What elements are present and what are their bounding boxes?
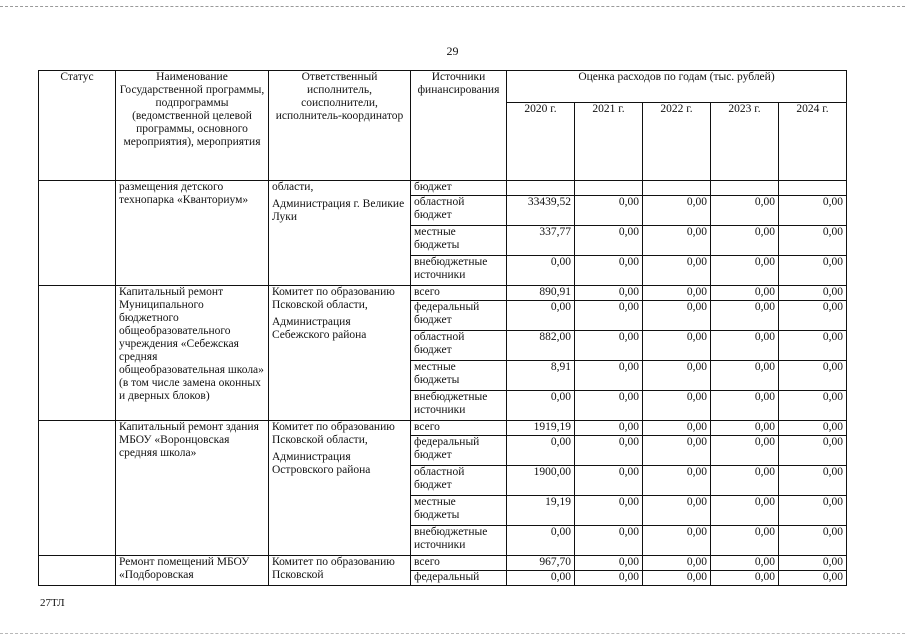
- amount-cell: [643, 181, 711, 196]
- header-year: 2021 г.: [575, 103, 643, 181]
- funding-source: местные бюджеты: [411, 496, 507, 526]
- amount-cell: 33439,52: [507, 196, 575, 226]
- amount-cell: 0,00: [711, 301, 779, 331]
- amount-cell: 0,00: [643, 196, 711, 226]
- header-year: 2020 г.: [507, 103, 575, 181]
- amount-cell: 0,00: [711, 391, 779, 421]
- amount-cell: 19,19: [507, 496, 575, 526]
- amount-cell: 0,00: [575, 226, 643, 256]
- header-expense-estimate: Оценка расходов по годам (тыс. рублей): [507, 71, 847, 103]
- amount-cell: [507, 181, 575, 196]
- status-cell: [39, 556, 116, 586]
- amount-cell: 0,00: [779, 571, 847, 586]
- amount-cell: 0,00: [779, 226, 847, 256]
- amount-cell: 0,00: [643, 526, 711, 556]
- amount-cell: 0,00: [507, 571, 575, 586]
- funding-source: областной бюджет: [411, 331, 507, 361]
- amount-cell: 0,00: [779, 436, 847, 466]
- amount-cell: 0,00: [779, 421, 847, 436]
- amount-cell: 0,00: [575, 496, 643, 526]
- responsible-executor: [269, 421, 411, 556]
- amount-cell: 0,00: [779, 391, 847, 421]
- amount-cell: 0,00: [575, 361, 643, 391]
- status-cell: [39, 421, 116, 556]
- funding-source: бюджет: [411, 181, 507, 196]
- amount-cell: 0,00: [711, 526, 779, 556]
- measure-name: размещения детского технопарка «Кванториум»: [116, 181, 269, 286]
- funding-source: всего: [411, 556, 507, 571]
- amount-cell: 0,00: [575, 421, 643, 436]
- responsible-executor: [269, 181, 411, 286]
- amount-cell: 0,00: [779, 331, 847, 361]
- amount-cell: 0,00: [643, 466, 711, 496]
- funding-source: федеральный: [411, 571, 507, 586]
- amount-cell: [711, 181, 779, 196]
- amount-cell: 0,00: [779, 256, 847, 286]
- amount-cell: 0,00: [643, 361, 711, 391]
- amount-cell: 0,00: [779, 466, 847, 496]
- amount-cell: 0,00: [643, 286, 711, 301]
- amount-cell: 0,00: [711, 256, 779, 286]
- header-funding-sources: Источники финансирования: [411, 71, 507, 181]
- amount-cell: 0,00: [507, 436, 575, 466]
- amount-cell: 0,00: [643, 571, 711, 586]
- amount-cell: 890,91: [507, 286, 575, 301]
- scan-edge-bottom: [0, 633, 905, 634]
- amount-cell: 8,91: [507, 361, 575, 391]
- amount-cell: 0,00: [507, 391, 575, 421]
- funding-source: федеральный бюджет: [411, 301, 507, 331]
- table-row: [39, 556, 847, 571]
- amount-cell: 1900,00: [507, 466, 575, 496]
- amount-cell: 0,00: [779, 286, 847, 301]
- funding-source: внебюджетные источники: [411, 256, 507, 286]
- measure-name: Ремонт помещений МБОУ «Подборовская: [116, 556, 269, 586]
- responsible-line: Администрация Островского района: [272, 451, 371, 476]
- amount-cell: 0,00: [643, 496, 711, 526]
- responsible-line: Комитет по образованию Псковской области,: [272, 286, 395, 311]
- funding-source: внебюджетные источники: [411, 391, 507, 421]
- funding-source: местные бюджеты: [411, 226, 507, 256]
- amount-cell: 0,00: [575, 466, 643, 496]
- responsible-executor: [269, 556, 411, 586]
- amount-cell: 0,00: [575, 286, 643, 301]
- amount-cell: 882,00: [507, 331, 575, 361]
- amount-cell: 0,00: [575, 331, 643, 361]
- funding-source: федеральный бюджет: [411, 436, 507, 466]
- funding-source: областной бюджет: [411, 196, 507, 226]
- amount-cell: 967,70: [507, 556, 575, 571]
- amount-cell: 0,00: [711, 226, 779, 256]
- funding-source: местные бюджеты: [411, 361, 507, 391]
- amount-cell: 0,00: [643, 331, 711, 361]
- amount-cell: 0,00: [711, 196, 779, 226]
- header-responsible: Ответственный исполнитель, соисполнители, исполнитель-координатор: [269, 71, 411, 181]
- responsible-line: Администрация г. Великие Луки: [272, 198, 405, 223]
- amount-cell: 0,00: [643, 436, 711, 466]
- amount-cell: 0,00: [779, 526, 847, 556]
- funding-source: всего: [411, 286, 507, 301]
- amount-cell: 0,00: [507, 256, 575, 286]
- amount-cell: 0,00: [779, 496, 847, 526]
- amount-cell: 0,00: [711, 421, 779, 436]
- amount-cell: 0,00: [643, 391, 711, 421]
- amount-cell: 0,00: [779, 556, 847, 571]
- header-year: 2022 г.: [643, 103, 711, 181]
- amount-cell: 0,00: [575, 256, 643, 286]
- amount-cell: 0,00: [711, 286, 779, 301]
- amount-cell: 0,00: [575, 436, 643, 466]
- amount-cell: 0,00: [575, 391, 643, 421]
- status-cell: [39, 286, 116, 421]
- measure-name: Капитальный ремонт здания МБОУ «Воронцовская средняя школа»: [116, 421, 269, 556]
- amount-cell: 0,00: [575, 556, 643, 571]
- amount-cell: 0,00: [779, 301, 847, 331]
- header-year: 2024 г.: [779, 103, 847, 181]
- amount-cell: 0,00: [711, 466, 779, 496]
- table-row: [39, 181, 847, 196]
- amount-cell: 0,00: [711, 571, 779, 586]
- amount-cell: [575, 181, 643, 196]
- amount-cell: 0,00: [575, 526, 643, 556]
- amount-cell: 0,00: [575, 301, 643, 331]
- amount-cell: 0,00: [711, 331, 779, 361]
- amount-cell: 0,00: [643, 256, 711, 286]
- header-row: [39, 71, 847, 103]
- table-row: [39, 286, 847, 301]
- scan-edge-top: [0, 6, 905, 7]
- amount-cell: 337,77: [507, 226, 575, 256]
- responsible-line: Комитет по образованию Псковской: [272, 556, 395, 581]
- amount-cell: 0,00: [507, 526, 575, 556]
- amount-cell: 0,00: [711, 556, 779, 571]
- funding-source: внебюджетные источники: [411, 526, 507, 556]
- amount-cell: 0,00: [507, 301, 575, 331]
- amount-cell: 0,00: [779, 196, 847, 226]
- amount-cell: 0,00: [711, 436, 779, 466]
- page-number: 29: [446, 44, 459, 58]
- funding-source: всего: [411, 421, 507, 436]
- amount-cell: 0,00: [711, 361, 779, 391]
- amount-cell: 0,00: [711, 496, 779, 526]
- measure-name: Капитальный ремонт Муниципального бюджетного общеобразовательного учреждения «Себежская средняя общеобразовательная школа» (в том числе замена оконных и дверных блоков): [116, 286, 269, 421]
- status-cell: [39, 181, 116, 286]
- header-program-name: Наименование Государственной программы, подпрограммы (ведомственной целевой программы, основного мероприятия), мероприятия: [116, 71, 269, 181]
- amount-cell: 0,00: [575, 571, 643, 586]
- amount-cell: 0,00: [643, 301, 711, 331]
- amount-cell: 0,00: [575, 196, 643, 226]
- responsible-line: Комитет по образованию Псковской области,: [272, 421, 395, 446]
- amount-cell: [779, 181, 847, 196]
- table-row: [39, 421, 847, 436]
- funding-source: областной бюджет: [411, 466, 507, 496]
- amount-cell: 0,00: [779, 361, 847, 391]
- header-year: 2023 г.: [711, 103, 779, 181]
- budget-table: [38, 70, 847, 586]
- header-status: Статус: [39, 71, 116, 181]
- amount-cell: 0,00: [643, 421, 711, 436]
- amount-cell: 0,00: [643, 226, 711, 256]
- footer-code: 27ТЛ: [40, 597, 65, 609]
- responsible-executor: [269, 286, 411, 421]
- amount-cell: 1919,19: [507, 421, 575, 436]
- amount-cell: 0,00: [643, 556, 711, 571]
- responsible-line: Администрация Себежского района: [272, 316, 367, 341]
- responsible-line: области,: [272, 181, 314, 193]
